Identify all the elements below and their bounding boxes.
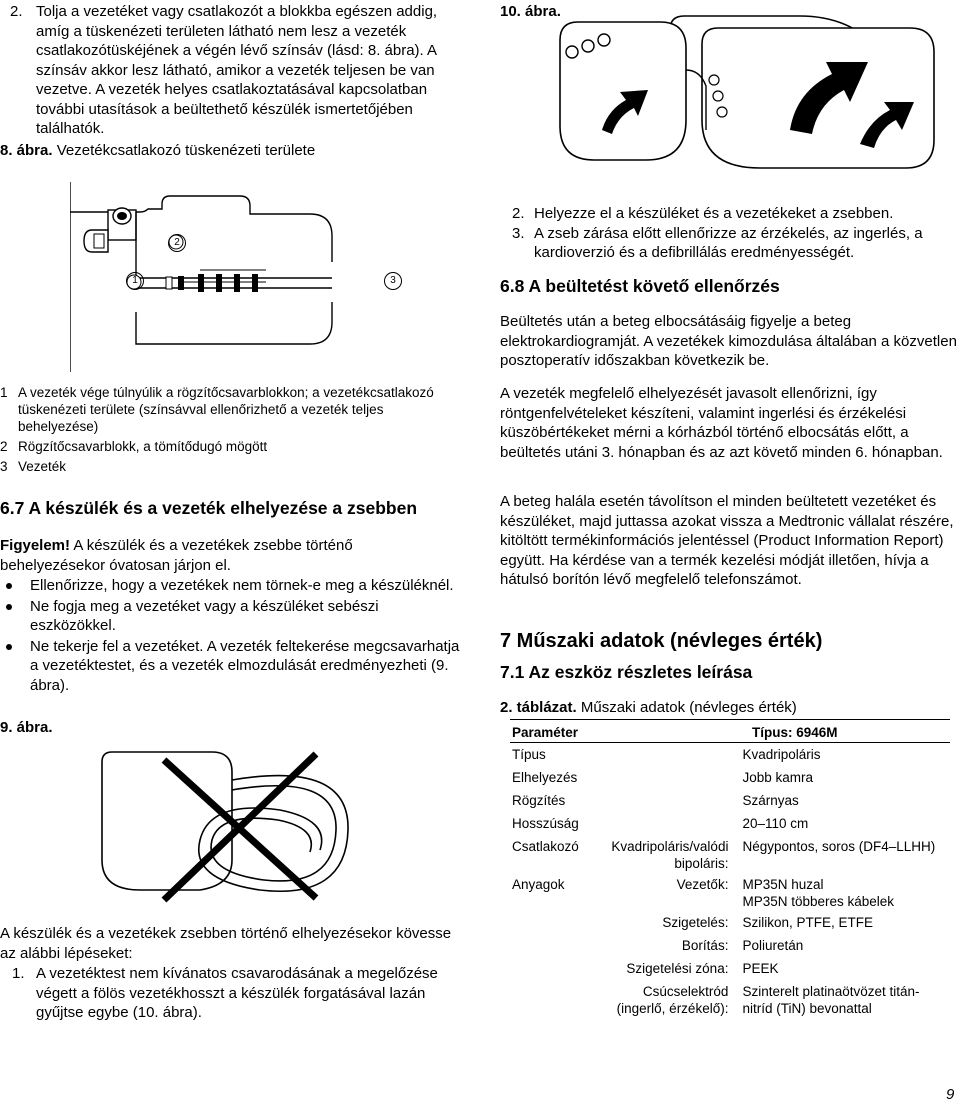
warning-text: A készülék és a vezetékek zsebbe történő behelyezésekor óvatosan járjon el.	[0, 537, 353, 574]
table-header-param: Paraméter	[512, 725, 579, 740]
fig10-label: 10. ábra.	[500, 3, 561, 20]
placement-steps	[512, 204, 960, 263]
step-1	[12, 964, 452, 1023]
table-cell-param	[512, 937, 611, 960]
step-2	[512, 204, 960, 224]
table-top-rule	[510, 719, 950, 720]
table-cell-subparam	[611, 792, 742, 815]
table-cell-value: MP35N huzal MP35N többeres kábelek	[742, 877, 895, 909]
table-cell-subparam	[611, 746, 742, 769]
legend-item	[0, 438, 460, 455]
paragraph-monitoring: Beültetés után a beteg elbocsátásáig figyelje a beteg elektrokardiogramját. A vezetékek kimozdulása általában a közvetlen posztoperatív időszakban következik be.	[500, 313, 957, 369]
bullet-icon	[0, 597, 30, 636]
bullet-text: Ne tekerje fel a vezetéket. A vezeték feltekerése megcsavarhatja a vezetéktestet, és a vezeték elmozdulását eredményezheti (9. ábra).	[30, 637, 460, 694]
table-cell-subparam: Vezetők:	[676, 877, 729, 892]
table-cell-subparam	[611, 769, 742, 792]
fig8-label: 8. ábra.	[0, 142, 53, 159]
fig9-coiled-lead-illustration	[80, 740, 370, 910]
bullet-icon	[0, 637, 30, 696]
table-cell-param	[512, 914, 611, 937]
table-row	[512, 960, 960, 983]
table-row	[512, 876, 960, 914]
table-cell-subparam: Kvadripoláris/valódi bipoláris:	[611, 839, 729, 871]
table-row	[512, 792, 960, 815]
bullet-icon	[0, 576, 30, 596]
fig8-caption	[0, 141, 470, 161]
step-number: 2.	[10, 3, 23, 20]
legend-number: 1	[0, 385, 8, 400]
table-cell-param: Típus	[512, 747, 546, 762]
table-cell-param: Hosszúság	[512, 816, 579, 831]
steps-intro: A készülék és a vezetékek zsebben történő elhelyezésekor kövesse az alábbi lépéseket:	[0, 925, 452, 962]
table-row	[512, 983, 960, 1021]
fig8-caption-text: Vezetékcsatlakozó tüskenézeti területe	[56, 142, 316, 159]
table-header-type: Típus: 6946M	[752, 725, 838, 740]
section-6-7-heading: 6.7 A készülék és a vezeték elhelyezése a zsebben	[0, 498, 418, 518]
fig8-connector-illustration	[70, 182, 350, 372]
precaution-list	[0, 576, 460, 696]
table-cell-value: PEEK	[742, 961, 779, 976]
step-number: 3.	[512, 224, 525, 242]
table-cell-param: Csatlakozó	[512, 839, 579, 854]
table-cell-value: Kvadripoláris	[742, 747, 821, 762]
table-cell-param: Elhelyezés	[512, 770, 578, 785]
legend-item	[0, 458, 460, 475]
table-cell-value: 20–110 cm	[742, 816, 809, 831]
callout-1: 1	[126, 272, 144, 290]
table-cell-value: Szilikon, PTFE, ETFE	[742, 915, 873, 930]
paragraph-followup: A vezeték megfelelő elhelyezését javasolt ellenőrizni, így röntgenfelvételeket készíteni, valamint ingerlési és érzékelési küszöbértékeket mérni a kórházból történő elbocsátás előtt, a beültetés utáni 3. hónapban és az azt követő minden 6. hónapban.	[500, 385, 943, 461]
section-6-8-heading: 6.8 A beültetést követő ellenőrzés	[500, 276, 780, 296]
table-cell-subparam: Szigetelés:	[662, 915, 729, 930]
table-row	[512, 746, 960, 769]
table-cell-subparam: Csúcselektród (ingerlő, érzékelő):	[616, 984, 729, 1016]
warning-paragraph	[0, 536, 440, 575]
table-caption	[500, 698, 797, 718]
fig10-device-rotation-illustration	[550, 10, 950, 180]
legend-item	[0, 384, 460, 435]
bullet-text: Ne fogja meg a vezetéket vagy a készüléket sebészi eszközökkel.	[30, 597, 379, 634]
step-3	[512, 224, 960, 263]
table-cell-subparam: Borítás:	[681, 938, 729, 953]
table-cell-value: Jobb kamra	[742, 770, 813, 785]
warning-label: Figyelem!	[0, 537, 71, 554]
callout-2: 2	[168, 234, 186, 252]
step-text: A vezetéktest nem kívánatos csavarodásának a megelőzése végett a fölös vezetékhosszt a készülék forgatásával lazán gyűjtse egybe (10. ábra).	[36, 965, 438, 1021]
section-7-1-heading: 7.1 Az eszköz részletes leírása	[500, 662, 753, 682]
table-cell-param	[512, 983, 611, 1021]
page-number: 9	[946, 1086, 955, 1103]
step-text: Helyezze el a készüléket és a vezetékeket a zsebben.	[534, 205, 894, 222]
table-cell-value: Poliuretán	[742, 938, 804, 953]
table-cell-param: Rögzítés	[512, 793, 566, 808]
legend-text: Vezeték	[18, 459, 67, 474]
legend-number: 3	[0, 459, 8, 474]
step-text: Tolja a vezetéket vagy csatlakozót a blokkba egészen addig, amíg a tüskenézeti területen látható nem lesz a vezeték csatlakozótüskéjének a végén lévő színsáv (lásd: 8. ábra). A színsáv akkor lesz látható, amikor a vezeték teljesen be van vezetve. A vezeték helyes csatlakoztatásával kapcsolatban további utasítások a beültethető készülék ismertetőjében találhatók.	[36, 3, 438, 137]
legend-text: Rögzítőcsavarblokk, a tömítődugó mögött	[18, 439, 268, 454]
step-number: 1.	[12, 965, 25, 982]
table-cell-subparam	[611, 815, 742, 838]
section-7-heading: 7 Műszaki adatok (névleges érték)	[500, 630, 823, 652]
table-row	[512, 937, 960, 960]
table-cell-subparam: Szigetelési zóna:	[626, 961, 729, 976]
paragraph-explant: A beteg halála esetén távolítson el minden beültetett vezetéket és készüléket, majd juttassa azokat vissza a Medtronic vállalat részére, kitöltött termékinformációs jelentéssel (Product Information Report) együtt. Ha kérdése van a termék kezelési módját illetően, hívja a hátulsó borítón lévő megfelelő telefonszámot.	[500, 493, 954, 588]
fig8-legend	[0, 384, 460, 475]
table-cell-value: Szárnyas	[742, 793, 799, 808]
table-row	[512, 914, 960, 937]
table-label: 2. táblázat.	[500, 699, 577, 716]
legend-number: 2	[0, 439, 8, 454]
table-cell-param	[512, 960, 611, 983]
table-cell-value: Szinterelt platinaötvözet titán- nitríd (TiN) bevonattal	[742, 984, 920, 1016]
step-text: A zseb zárása előtt ellenőrizze az érzékelés, az ingerlés, a kardioverzió és a defibrillálás eredményességét.	[534, 224, 923, 261]
table-cell-param: Anyagok	[512, 877, 565, 892]
spec-table	[512, 746, 960, 1021]
callout-3: 3	[384, 272, 402, 290]
table-cell-value: Négypontos, soros (DF4–LLHH)	[742, 839, 936, 854]
intro-step-2	[10, 2, 468, 139]
step-number: 2.	[512, 205, 525, 222]
table-row	[512, 815, 960, 838]
list-item	[0, 597, 460, 636]
table-header-rule	[510, 742, 950, 743]
table-row	[512, 838, 960, 876]
fig9-label: 9. ábra.	[0, 719, 53, 736]
list-item	[0, 637, 460, 696]
table-row	[512, 769, 960, 792]
legend-text: A vezeték vége túlnyúlik a rögzítőcsavarblokkon; a vezetékcsatlakozó tüskenézeti területe (színsávval ellenőrizhető a vezeték teljes behelyezése)	[18, 385, 434, 434]
table-caption-text: Műszaki adatok (névleges érték)	[576, 699, 797, 716]
list-item	[0, 576, 460, 596]
bullet-text: Ellenőrizze, hogy a vezetékek nem törnek-e meg a készüléknél.	[30, 577, 454, 594]
